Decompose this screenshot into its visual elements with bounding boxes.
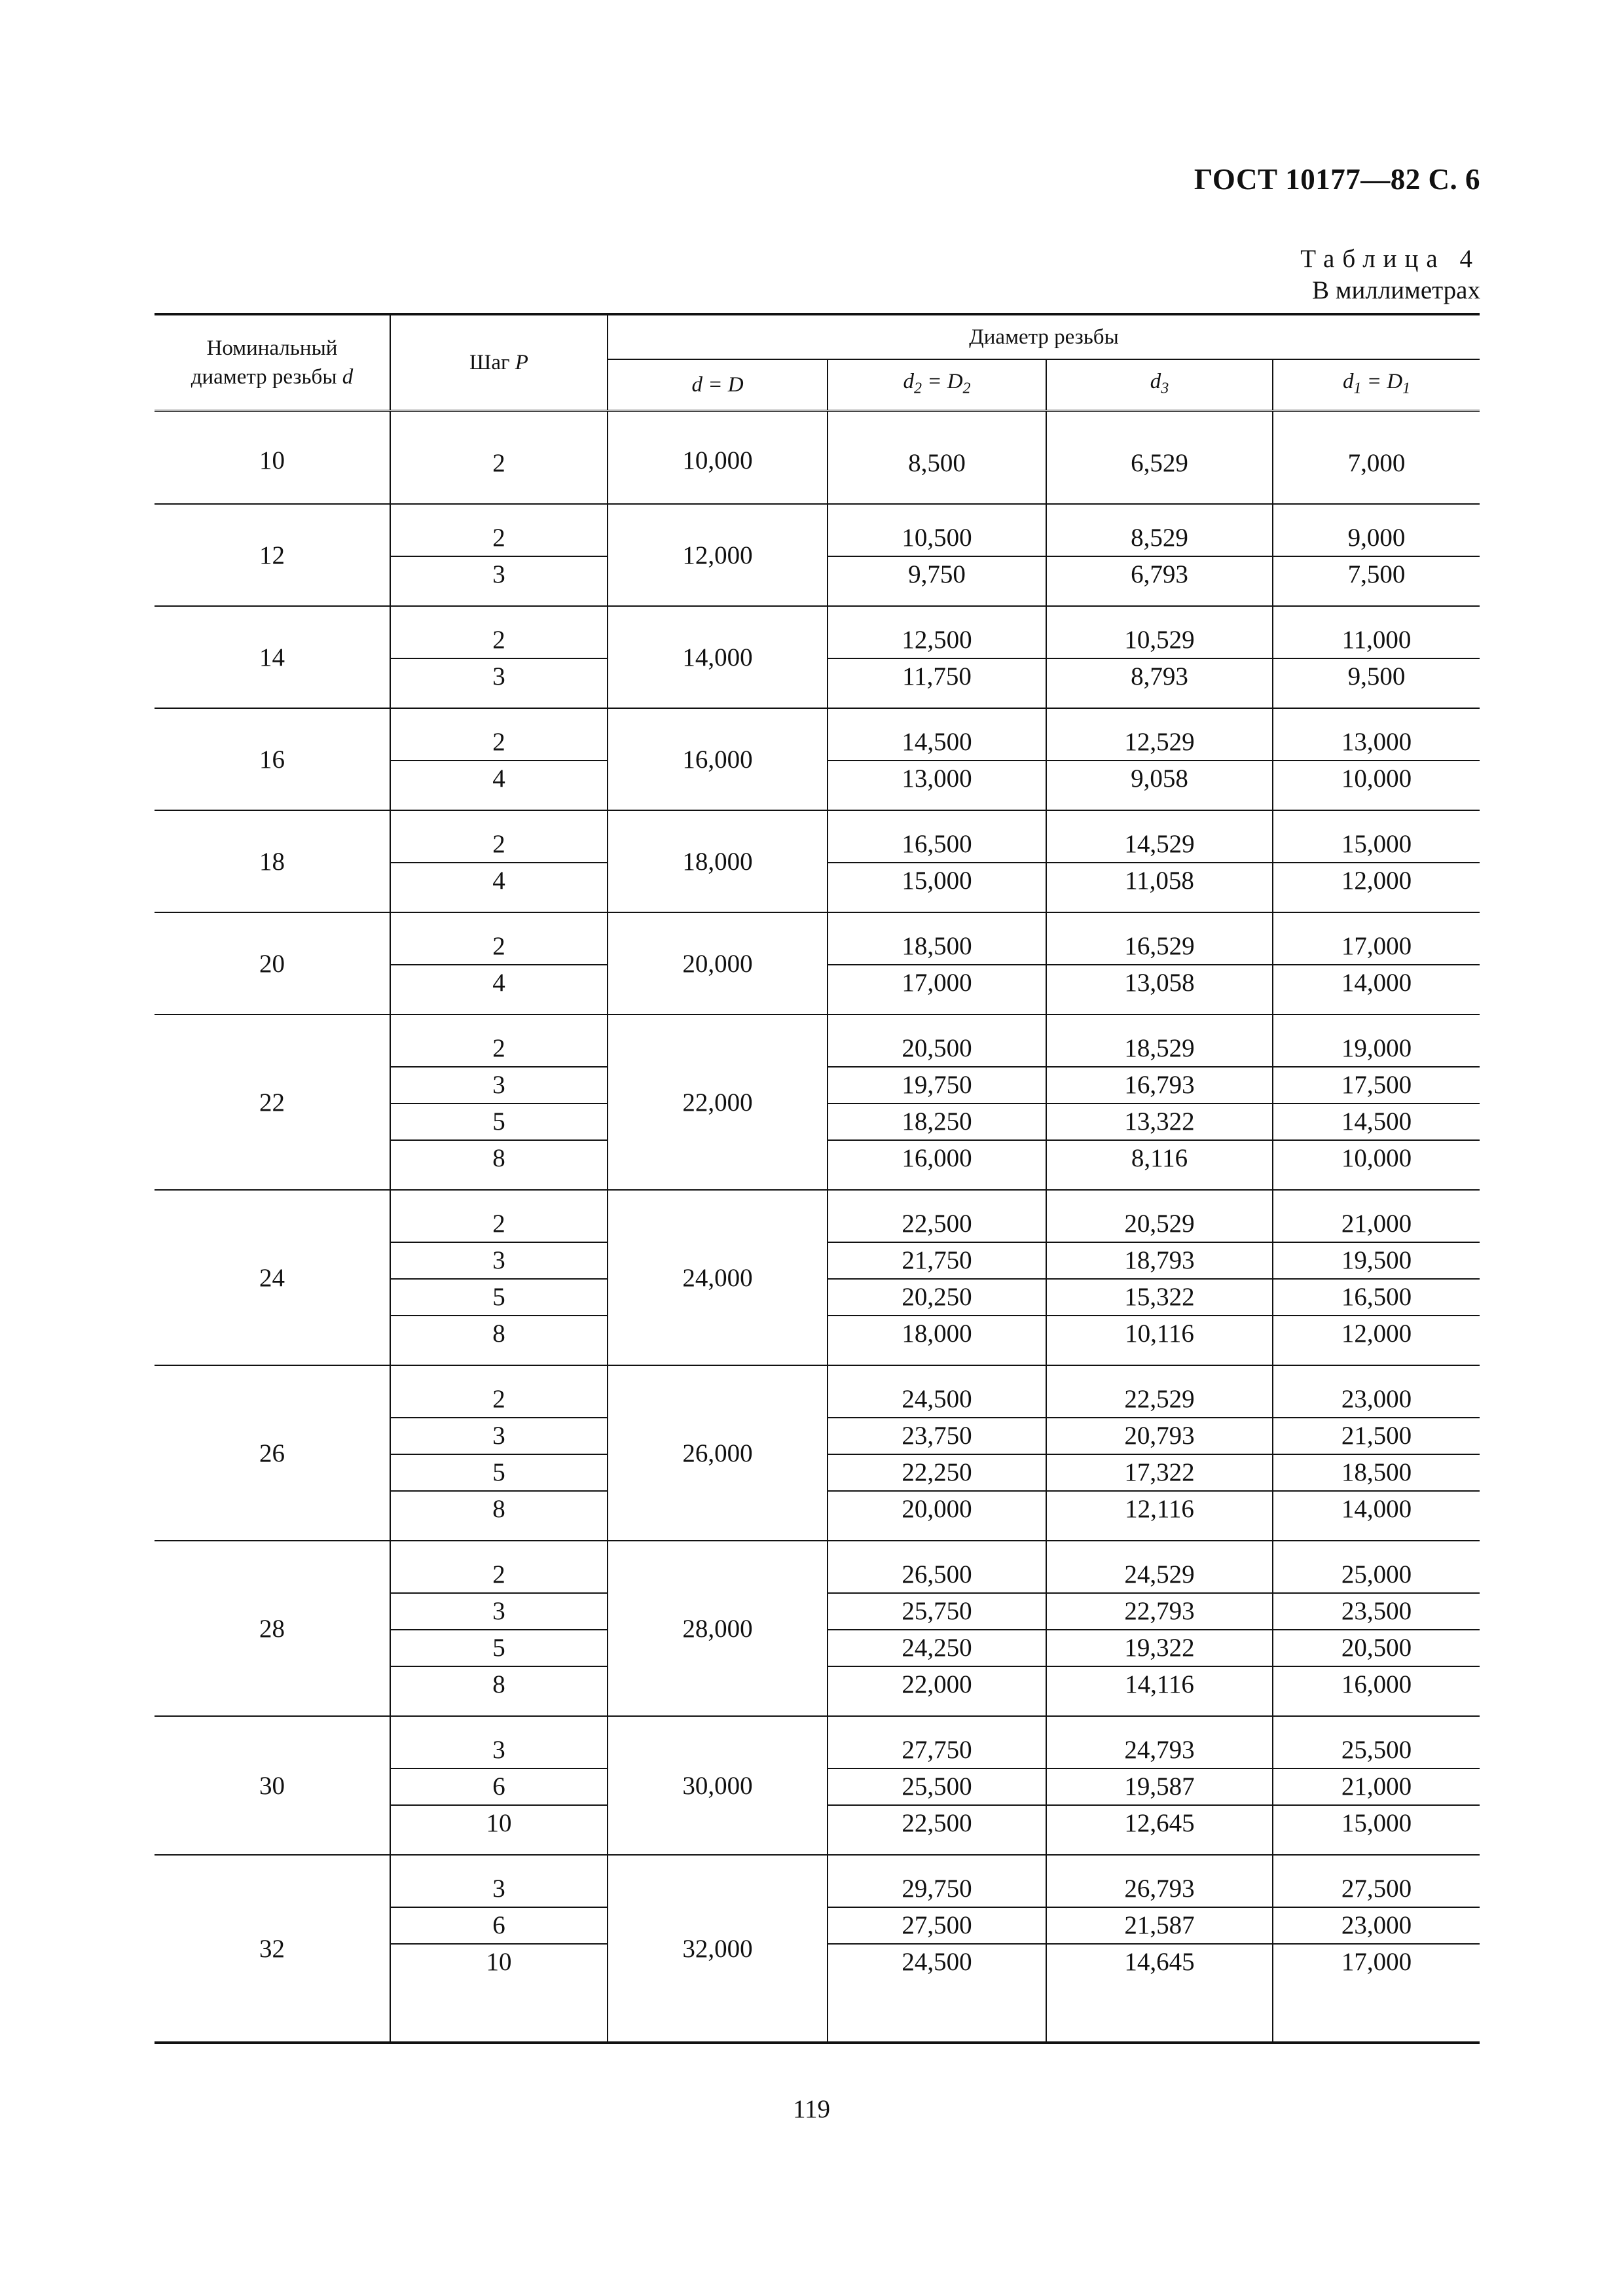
- cell-pitch: 2: [390, 929, 608, 965]
- cell-d-equals-D: 32,000: [608, 1855, 828, 2043]
- cell-pitch: 5: [390, 1103, 608, 1140]
- cell-pitch: 2: [390, 725, 608, 761]
- cell-d1: 14,000: [1341, 969, 1412, 997]
- cell-d3: 8,793: [1046, 658, 1273, 694]
- cell-d1: 27,500: [1273, 1871, 1480, 1907]
- cell-d2: 22,500: [828, 1206, 1046, 1242]
- cell-d-equals-D: 16,000: [608, 708, 828, 810]
- cell-d2: 24,250: [828, 1630, 1046, 1666]
- cell-d1: 18,500: [1273, 1454, 1480, 1491]
- cell-nominal-diameter: 16: [155, 708, 390, 810]
- cell-d3: 10,529: [1046, 622, 1273, 658]
- cell-d2: 19,750: [828, 1067, 1046, 1103]
- cell-d3: 14,529: [1046, 827, 1273, 863]
- cell-d1: 16,500: [1273, 1279, 1480, 1316]
- cell-d3: 13,322: [1046, 1103, 1273, 1140]
- document-header: ГОСТ 10177—82 С. 6: [1194, 163, 1480, 196]
- cell-pitch: 2: [390, 520, 608, 556]
- cell-pitch: 6: [390, 1768, 608, 1805]
- cell-d1: 14,000: [1341, 1495, 1412, 1523]
- cell-d-equals-D: 18,000: [608, 810, 828, 912]
- cell-pitch: 6: [390, 1907, 608, 1944]
- cell-d1: 7,000: [1347, 449, 1406, 477]
- cell-d3: 8,116: [1046, 1140, 1273, 1176]
- header-nominal-line1: Номинальный: [206, 336, 338, 360]
- cell-d1: 25,500: [1273, 1732, 1480, 1768]
- cell-pitch: 3: [390, 1242, 608, 1279]
- cell-d1: 23,000: [1273, 1382, 1480, 1418]
- cell-pitch: 2: [390, 827, 608, 863]
- cell-d1: 25,000: [1273, 1557, 1480, 1593]
- cell-d1: 9,000: [1273, 520, 1480, 556]
- cell-d1: 20,500: [1273, 1630, 1480, 1666]
- cell-d2: 9,750: [828, 556, 1046, 592]
- cell-d3: 22,529: [1046, 1382, 1273, 1418]
- cell-d3: 11,058: [1046, 863, 1273, 899]
- cell-d2: 22,000: [828, 1666, 1046, 1702]
- cell-nominal-diameter: 22: [155, 1014, 390, 1190]
- cell-pitch: 2: [390, 1557, 608, 1593]
- cell-nominal-diameter: 32: [155, 1855, 390, 2043]
- cell-nominal-diameter: 10: [155, 417, 390, 504]
- cell-d3: 8,529: [1046, 520, 1273, 556]
- cell-d2: 20,000: [828, 1491, 1046, 1527]
- cell-d2: 13,000: [828, 761, 1046, 797]
- cell-d1: 7,500: [1347, 560, 1406, 588]
- page-number: 119: [792, 2095, 831, 2123]
- cell-d1: 17,000: [1273, 929, 1480, 965]
- cell-d2: 23,750: [828, 1418, 1046, 1454]
- cell-d2: 12,500: [828, 622, 1046, 658]
- table-label: Таблица 4: [1300, 245, 1480, 273]
- cell-d1: 10,000: [1341, 1144, 1412, 1172]
- header-d3: $d_3$: [1046, 359, 1273, 411]
- table-body: [155, 411, 1480, 2043]
- cell-d2: 14,500: [828, 725, 1046, 761]
- cell-d1: 17,500: [1273, 1067, 1480, 1103]
- cell-d2: 21,750: [828, 1242, 1046, 1279]
- cell-d1: 19,500: [1273, 1242, 1480, 1279]
- cell-pitch: 5: [390, 1630, 608, 1666]
- cell-nominal-diameter: 20: [155, 912, 390, 1014]
- cell-d1: 9,500: [1347, 662, 1406, 691]
- cell-pitch: 3: [390, 658, 608, 694]
- cell-pitch: 2: [390, 1206, 608, 1242]
- cell-d1: 16,000: [1341, 1670, 1412, 1698]
- cell-pitch: 2: [390, 446, 608, 481]
- cell-d1: 10,000: [1341, 764, 1412, 793]
- header-d-equals-D: d = D: [608, 359, 828, 411]
- cell-nominal-diameter: 28: [155, 1541, 390, 1716]
- cell-pitch: 10: [390, 1944, 608, 1980]
- cell-d-equals-D: 10,000: [608, 417, 828, 504]
- header-d2-equals-D2: $d_2 = D_2$: [828, 359, 1046, 411]
- cell-d3: 17,322: [1046, 1454, 1273, 1491]
- cell-pitch: 8: [390, 1316, 608, 1352]
- cell-d2: 29,750: [828, 1871, 1046, 1907]
- cell-pitch: 8: [390, 1140, 608, 1176]
- cell-nominal-diameter: 12: [155, 504, 390, 606]
- cell-pitch: 8: [390, 1666, 608, 1702]
- cell-d3: 15,322: [1046, 1279, 1273, 1316]
- cell-d2: 16,500: [828, 827, 1046, 863]
- cell-pitch: 3: [390, 1067, 608, 1103]
- cell-d3: 20,793: [1046, 1418, 1273, 1454]
- cell-d3: 12,529: [1046, 725, 1273, 761]
- cell-d2: 22,500: [828, 1805, 1046, 1841]
- cell-d1: 12,000: [1341, 1319, 1412, 1348]
- cell-d3: 21,587: [1046, 1907, 1273, 1944]
- cell-d3: 16,529: [1046, 929, 1273, 965]
- cell-d3: 19,587: [1046, 1768, 1273, 1805]
- cell-d1: 12,000: [1341, 867, 1412, 895]
- cell-d2: 27,500: [828, 1907, 1046, 1944]
- header-d1-equals-D1: $d_1 = D_1$: [1342, 369, 1411, 397]
- cell-d2: 17,000: [828, 965, 1046, 1001]
- cell-pitch: 3: [390, 1871, 608, 1907]
- table-caption: [1300, 243, 1480, 306]
- cell-nominal-diameter: 24: [155, 1190, 390, 1365]
- header-thread-diameter: Диаметр резьбы: [608, 314, 1480, 359]
- cell-d3: 14,116: [1046, 1666, 1273, 1702]
- cell-d3: 6,529: [1046, 446, 1273, 481]
- cell-d-equals-D: 28,000: [608, 1541, 828, 1716]
- cell-d2: 16,000: [828, 1140, 1046, 1176]
- cell-pitch: 5: [390, 1279, 608, 1316]
- cell-pitch: 3: [390, 1418, 608, 1454]
- cell-d3: 22,793: [1046, 1593, 1273, 1630]
- cell-pitch: 4: [390, 863, 608, 899]
- cell-pitch: 8: [390, 1491, 608, 1527]
- cell-d1: 21,000: [1273, 1768, 1480, 1805]
- cell-d3: 12,116: [1046, 1491, 1273, 1527]
- cell-d-equals-D: 20,000: [608, 912, 828, 1014]
- cell-nominal-diameter: 30: [155, 1716, 390, 1855]
- cell-d2: 22,250: [828, 1454, 1046, 1491]
- cell-pitch: 5: [390, 1454, 608, 1491]
- cell-d3: 12,645: [1046, 1805, 1273, 1841]
- cell-nominal-diameter: 26: [155, 1365, 390, 1541]
- cell-d1: 21,000: [1273, 1206, 1480, 1242]
- cell-pitch: 3: [390, 1732, 608, 1768]
- cell-d2: 20,500: [828, 1031, 1046, 1067]
- cell-d2: 18,000: [828, 1316, 1046, 1352]
- cell-d1: 11,000: [1273, 622, 1480, 658]
- cell-pitch: 3: [390, 1593, 608, 1630]
- cell-pitch: 4: [390, 761, 608, 797]
- cell-d-equals-D: 26,000: [608, 1365, 828, 1541]
- cell-d1: 14,500: [1273, 1103, 1480, 1140]
- cell-nominal-diameter: 18: [155, 810, 390, 912]
- cell-d1: 15,000: [1341, 1809, 1412, 1837]
- cell-d2: 25,500: [828, 1768, 1046, 1805]
- cell-d2: 8,500: [828, 446, 1046, 481]
- cell-d1: 21,500: [1273, 1418, 1480, 1454]
- cell-d1: 17,000: [1341, 1948, 1412, 1976]
- cell-pitch: 2: [390, 1031, 608, 1067]
- cell-d1: 13,000: [1273, 725, 1480, 761]
- cell-d2: 26,500: [828, 1557, 1046, 1593]
- cell-d3: 19,322: [1046, 1630, 1273, 1666]
- cell-d3: 18,529: [1046, 1031, 1273, 1067]
- cell-d2: 27,750: [828, 1732, 1046, 1768]
- cell-d2: 15,000: [828, 863, 1046, 899]
- cell-pitch: 2: [390, 1382, 608, 1418]
- cell-d2: 11,750: [828, 658, 1046, 694]
- cell-d2: 20,250: [828, 1279, 1046, 1316]
- cell-d3: 9,058: [1046, 761, 1273, 797]
- cell-d-equals-D: 14,000: [608, 606, 828, 708]
- cell-d1: 23,500: [1273, 1593, 1480, 1630]
- header-nominal-diameter: [155, 314, 390, 411]
- cell-d3: 18,793: [1046, 1242, 1273, 1279]
- cell-d3: 16,793: [1046, 1067, 1273, 1103]
- cell-d3: 26,793: [1046, 1871, 1273, 1907]
- header-nominal-line2: диаметр резьбы d: [191, 365, 354, 389]
- table-units: В миллиметрах: [1312, 276, 1480, 304]
- cell-d2: 10,500: [828, 520, 1046, 556]
- cell-d2: 24,500: [828, 1944, 1046, 1980]
- cell-pitch: 4: [390, 965, 608, 1001]
- cell-d3: 20,529: [1046, 1206, 1273, 1242]
- cell-d2: 25,750: [828, 1593, 1046, 1630]
- cell-d-equals-D: 12,000: [608, 504, 828, 606]
- cell-pitch: 10: [390, 1805, 608, 1841]
- cell-nominal-diameter: 14: [155, 606, 390, 708]
- cell-d2: 18,500: [828, 929, 1046, 965]
- cell-d3: 14,645: [1046, 1944, 1273, 1980]
- cell-d2: 18,250: [828, 1103, 1046, 1140]
- cell-d1: 23,000: [1273, 1907, 1480, 1944]
- cell-d1: 19,000: [1273, 1031, 1480, 1067]
- cell-d3: 24,793: [1046, 1732, 1273, 1768]
- cell-pitch: 2: [390, 622, 608, 658]
- cell-d3: 10,116: [1046, 1316, 1273, 1352]
- cell-d3: 13,058: [1046, 965, 1273, 1001]
- cell-d-equals-D: 30,000: [608, 1716, 828, 1855]
- thread-dimensions-table: [155, 313, 1480, 2044]
- cell-d-equals-D: 22,000: [608, 1014, 828, 1190]
- cell-d-equals-D: 24,000: [608, 1190, 828, 1365]
- header-pitch: Шаг P: [390, 314, 608, 411]
- cell-d3: 6,793: [1046, 556, 1273, 592]
- cell-d3: 24,529: [1046, 1557, 1273, 1593]
- cell-d2: 24,500: [828, 1382, 1046, 1418]
- cell-pitch: 3: [390, 556, 608, 592]
- cell-d1: 15,000: [1273, 827, 1480, 863]
